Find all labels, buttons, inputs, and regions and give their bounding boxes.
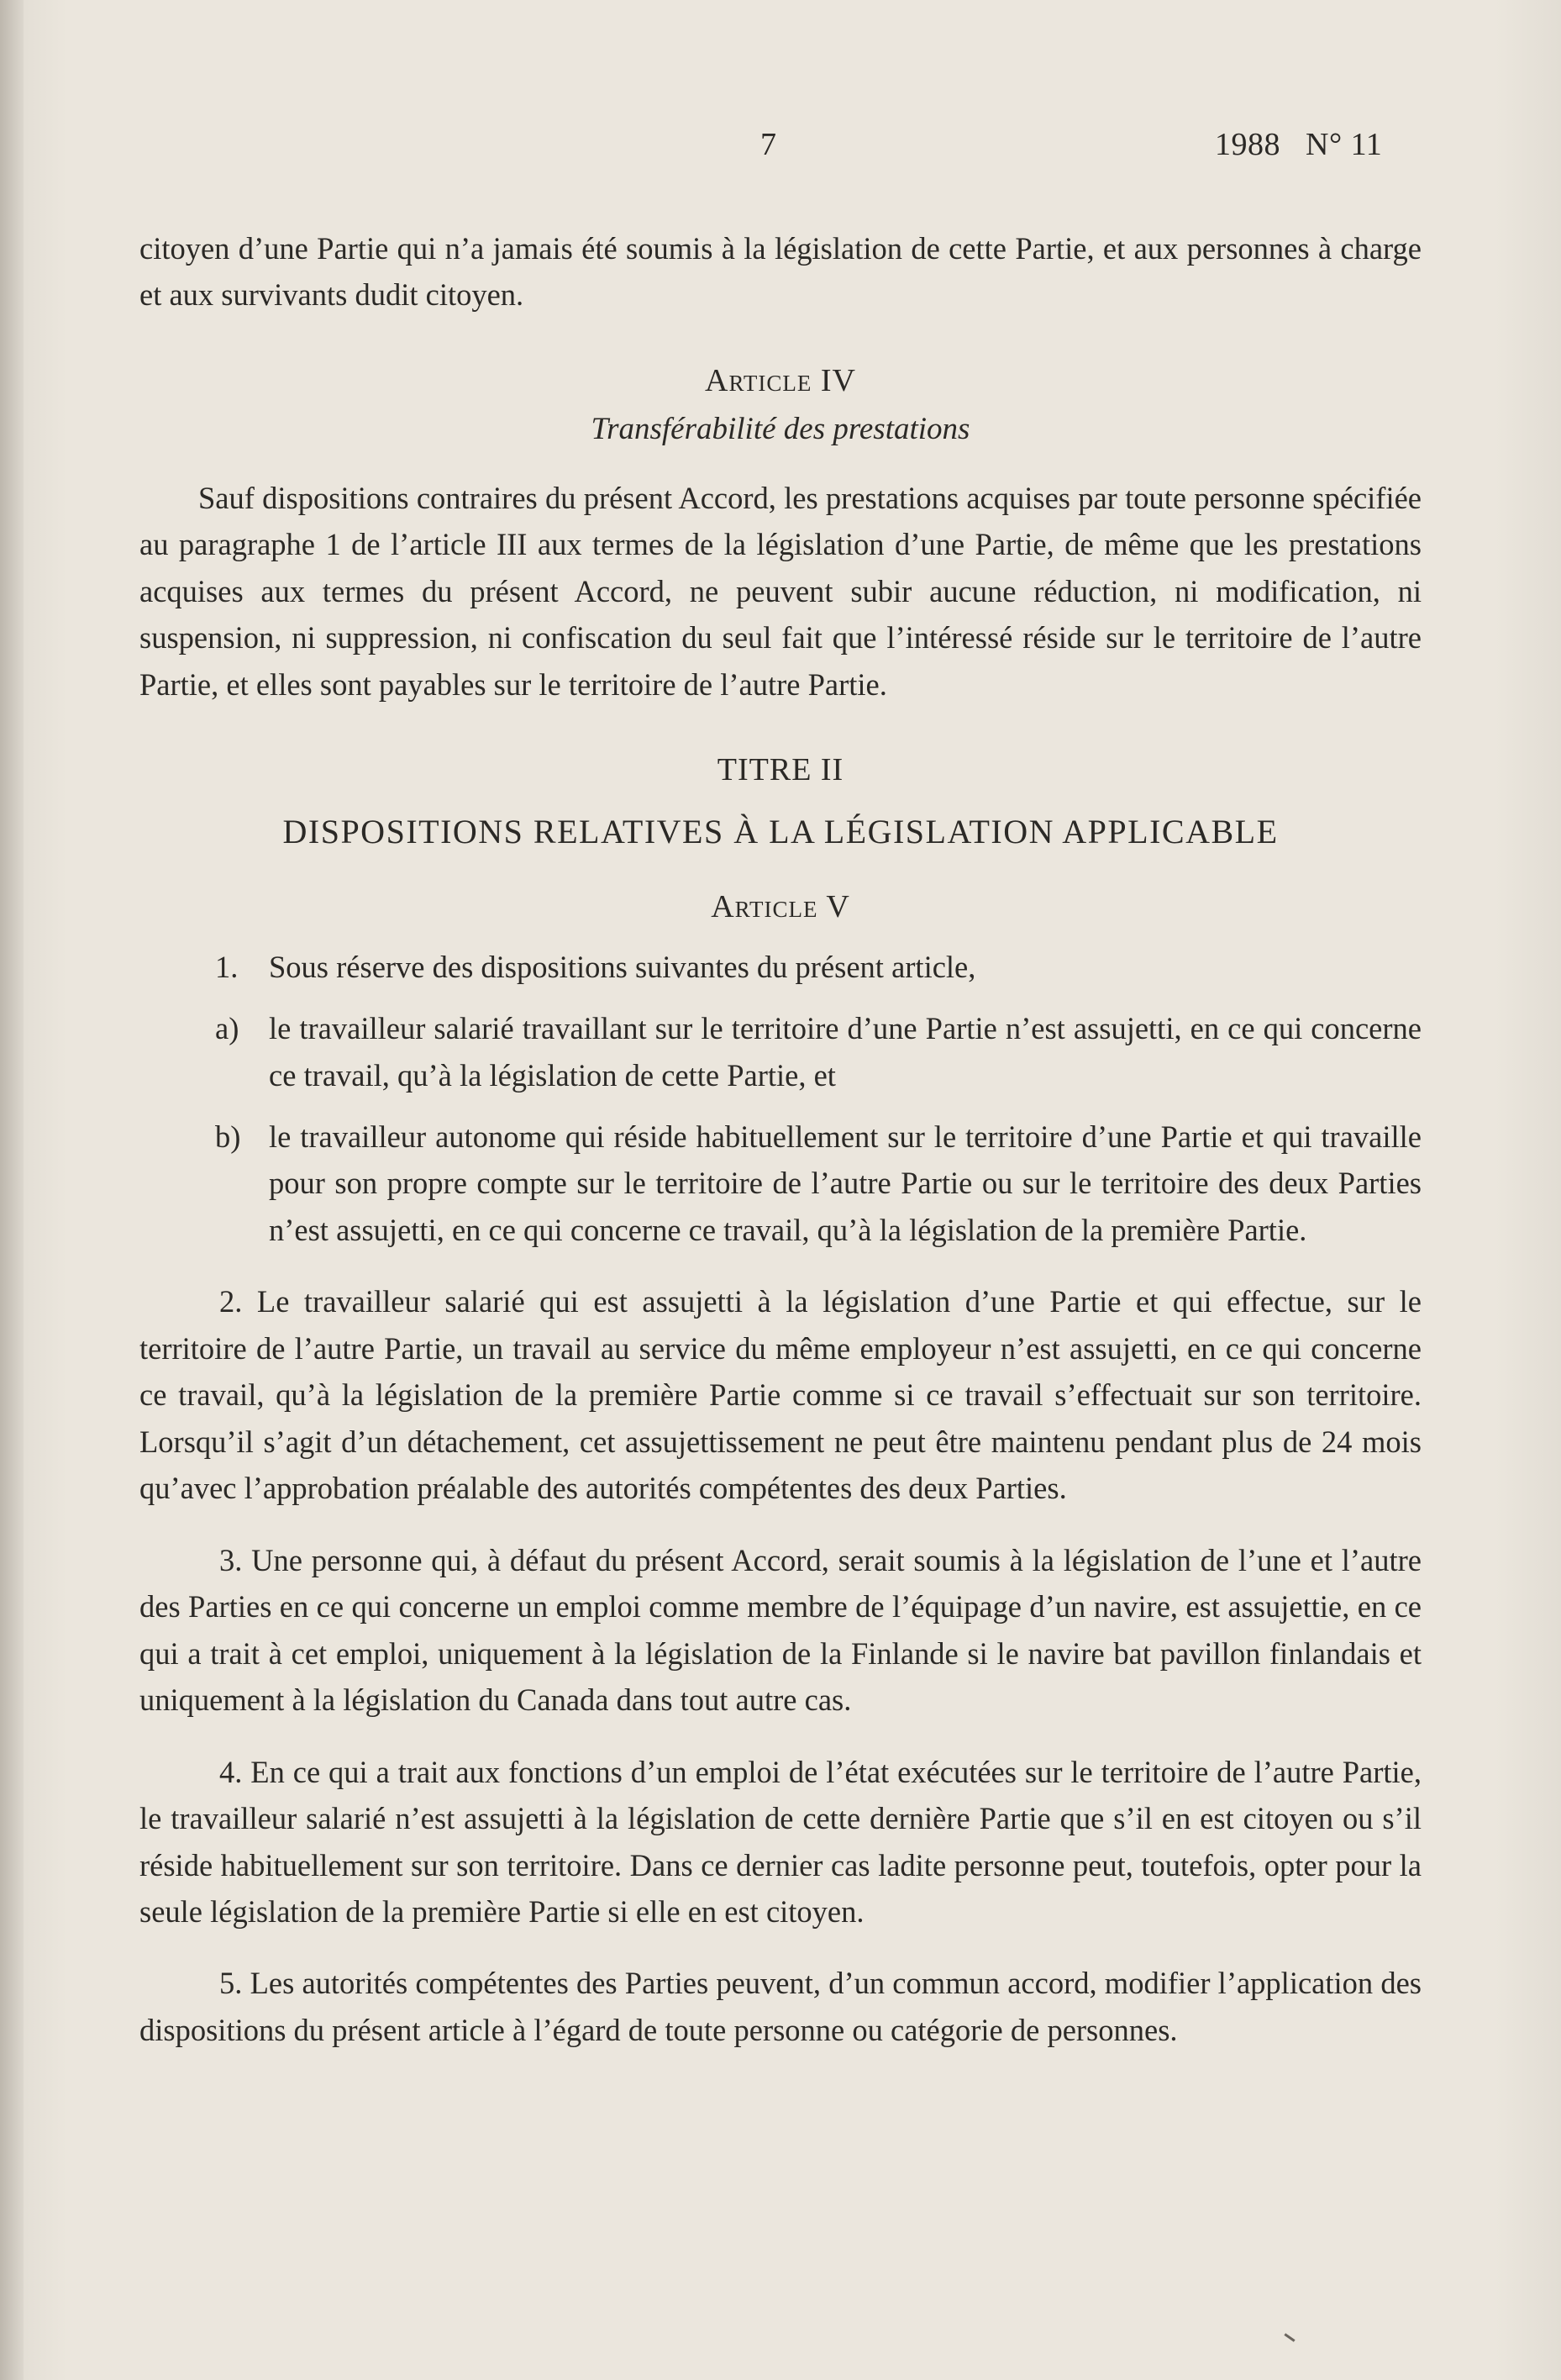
item-a-text: le travailleur salarié travaillant sur le territoire d’une Partie n’est assujetti, en ce qui concerne ce travail, qu’à la législation de cette Partie, et bbox=[269, 1011, 1422, 1093]
item-b-text: le travailleur autonome qui réside habituellement sur le territoire d’une Partie et qui travaille pour son propre compte sur le territoire de l’autre Partie ou sur le territoire des deux Parties n’est assujetti, en ce qui concerne ce travail, qu’à la législation de la première Partie. bbox=[269, 1119, 1422, 1247]
article-v-paragraph-1 bbox=[139, 944, 1422, 990]
year-and-issue-number: 1988 N° 11 bbox=[1215, 127, 1383, 162]
article-v-paragraph-5: 5. Les autorités compétentes des Parties peuvent, d’un commun accord, modifier l’application des dispositions du présent article à l’égard de toute personne ou catégorie de personnes. bbox=[139, 1966, 1422, 2047]
article-iv-text: Sauf dispositions contraires du présent Accord, les prestations acquises par toute personne spécifiée au paragraphe 1 de l’article III aux termes de la législation d’une Partie, de même que les prestations acquises aux termes du présent Accord, ne peuvent subir aucune réduction, ni modification, ni suspension, ni suppression, ni confiscation du seul fait que l’intéressé réside sur le territoire de l’autre Partie, et elles sont payables sur le territoire de l’autre Partie. bbox=[139, 480, 1422, 702]
item-b-label: b) bbox=[215, 1119, 241, 1154]
titre-ii-heading: TITRE II bbox=[717, 752, 844, 788]
article-v-paragraph-3: 3. Une personne qui, à défaut du présent Accord, serait soumis à la législation de l’une et l’autre des Parties en ce qui concerne un emploi comme membre de l’équipage d’un navire, est assujettie, en ce qui a trait à cet emploi, uniquement à la législation de la Finlande si le navire bat pavillon finlandais et uniquement à la législation du Canada dans tout autre cas. bbox=[139, 1542, 1422, 1718]
article-iv-heading: Article IV bbox=[705, 362, 856, 398]
page-number: 7 bbox=[760, 127, 777, 162]
article-v-paragraph-2: 2. Le travailleur salarié qui est assujetti à la législation d’une Partie et qui effectue, sur le territoire de l’autre Partie, un travail au service du même employeur n’est assujetti, en ce qui concerne ce travail, qu’à la législation de la première Partie comme si ce travail s’effectuait sur son territoire. Lorsqu’il s’agit d’un détachement, cet assujettissement ne peut être maintenu pendant plus de 24 mois qu’avec l’approbation préalable des autorités compétentes des deux Parties. bbox=[139, 1284, 1422, 1506]
titre-ii-subheading: DISPOSITIONS RELATIVES À LA LÉGISLATION APPLICABLE bbox=[282, 813, 1279, 851]
article-v-item-b bbox=[139, 1114, 1422, 1253]
article-v-item-a bbox=[139, 1005, 1422, 1098]
stray-mark bbox=[1284, 2333, 1295, 2341]
paragraph-1-number: 1. bbox=[215, 949, 239, 984]
item-a-label: a) bbox=[215, 1011, 239, 1046]
binding-edge bbox=[0, 0, 24, 2380]
paragraph-1-text: Sous réserve des dispositions suivantes du présent article, bbox=[269, 949, 976, 984]
page-header bbox=[0, 126, 1561, 176]
article-iv-title: Transférabilité des prestations bbox=[591, 411, 970, 446]
document-body bbox=[139, 225, 1422, 2053]
article-v-paragraph-4: 4. En ce qui a trait aux fonctions d’un emploi de l’état exécutées sur le territoire de l’autre Partie, le travailleur salarié n’est assujetti à la législation de cette dernière Partie que s’il en est citoyen ou s’il réside habituellement sur son territoire. Dans ce dernier cas ladite personne peut, toutefois, opter pour la seule législation de la première Partie si elle en est citoyen. bbox=[139, 1754, 1422, 1929]
intro-continuation: citoyen d’une Partie qui n’a jamais été soumis à la législation de cette Partie, et aux personnes à charge et aux survivants dudit citoyen. bbox=[139, 231, 1422, 313]
article-v-heading: Article V bbox=[711, 888, 850, 924]
